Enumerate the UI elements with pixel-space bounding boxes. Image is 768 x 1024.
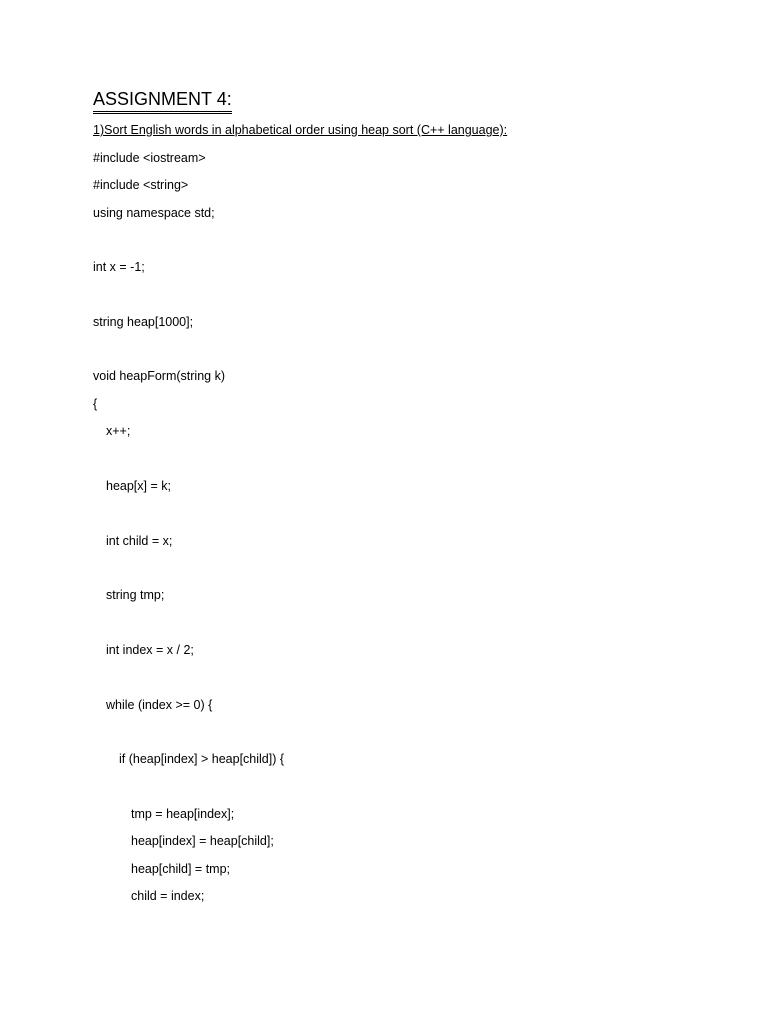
code-line: while (index >= 0) {	[106, 698, 213, 712]
code-line: heap[x] = k;	[106, 479, 171, 493]
code-line: if (heap[index] > heap[child]) {	[119, 752, 285, 766]
assignment-title: ASSIGNMENT 4:	[93, 87, 232, 114]
code-line: void heapForm(string k)	[93, 369, 225, 383]
code-line: #include <iostream>	[93, 151, 206, 165]
code-line: string heap[1000];	[93, 315, 194, 329]
code-line: int x = -1;	[93, 260, 145, 274]
question-heading: 1)Sort English words in alphabetical order using heap sort (C++ language):	[93, 123, 508, 137]
code-line: int child = x;	[106, 534, 173, 548]
code-line: #include <string>	[93, 178, 189, 192]
code-line: using namespace std;	[93, 206, 215, 220]
code-line: tmp = heap[index];	[131, 807, 235, 821]
code-line: heap[child] = tmp;	[131, 862, 231, 876]
code-line: int index = x / 2;	[106, 643, 194, 657]
code-line: string tmp;	[106, 588, 165, 602]
code-line: {	[93, 397, 98, 411]
code-line: child = index;	[131, 889, 205, 903]
code-line: heap[index] = heap[child];	[131, 834, 274, 848]
code-line: x++;	[106, 424, 131, 438]
